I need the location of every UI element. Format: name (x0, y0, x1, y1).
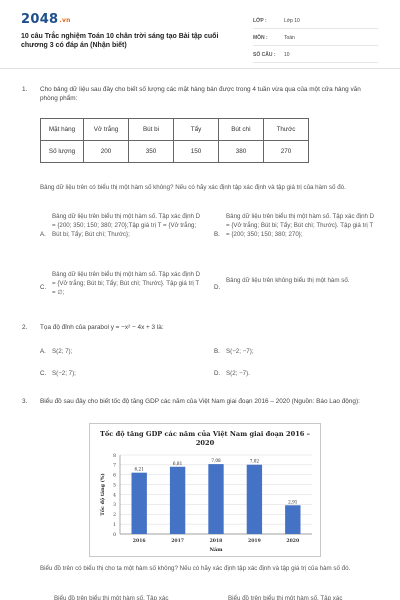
chart-svg (90, 424, 320, 556)
option-c[interactable] (40, 270, 210, 302)
data-table (40, 118, 309, 163)
logo-suffix: .vn (59, 17, 71, 24)
site-logo[interactable] (21, 12, 71, 27)
y-axis-label: Tốc độ tăng (%) (100, 473, 106, 516)
table-row (41, 141, 309, 163)
y-tick-label: 0 (113, 532, 116, 538)
table-cell: 150 (174, 141, 219, 163)
x-axis-label: Năm (209, 547, 223, 553)
x-tick-label: 2017 (171, 539, 184, 544)
meta-value: 10 (284, 52, 290, 58)
question-number: 3. (22, 398, 28, 405)
chart-title: Tốc độ tăng GDP các năm của Việt Nam giai đoạn 2016 – 2020 (100, 430, 310, 447)
option-text: S(2; 7); (52, 348, 73, 355)
option-text: Biểu đồ trên biểu thị một hàm số. Tập xác (54, 595, 169, 600)
question-text: Biểu đồ sau đây cho biết tốc độ tăng GDP các năm của Việt Nam giai đoạn 2016 – 2020 (Nguồn: Báo Lao động): (40, 398, 360, 405)
data-label: 7,02 (249, 458, 260, 464)
question-number: 2. (22, 324, 28, 331)
data-label: 6,21 (134, 466, 144, 472)
table-cell: Mặt hàng (41, 119, 84, 141)
y-tick-label: 2 (113, 513, 116, 519)
option-d[interactable] (214, 270, 384, 302)
meta-key: LỚP : (253, 18, 267, 24)
meta-value: Lớp 10 (284, 18, 300, 24)
meta-row-class (253, 14, 378, 29)
table-cell: Tẩy (174, 119, 219, 141)
data-label: 7,08 (211, 458, 221, 464)
x-tick-label: 2018 (209, 539, 223, 544)
meta-key: SỐ CÂU : (253, 52, 276, 58)
option-b[interactable] (214, 212, 384, 260)
table-cell: 380 (219, 141, 264, 163)
option-letter: C. (40, 370, 47, 377)
question-prompt: Bảng dữ liệu trên có biểu thị một hàm số không? Nếu có hãy xác định tập xác định và tập giá trị của hàm số đó. (40, 184, 346, 191)
option-letter: C. (40, 284, 47, 291)
option-text: Biểu đồ trên biểu thị một hàm số. Tập xác (228, 595, 343, 600)
data-label: 2,91 (288, 499, 298, 505)
meta-value: Toán (284, 35, 295, 41)
option-text: S(−2; −7); (226, 348, 254, 355)
meta-key: MÔN : (253, 35, 268, 41)
gdp-chart (89, 423, 321, 557)
y-tick-label: 1 (113, 522, 116, 528)
y-tick-label: 3 (113, 503, 116, 509)
option-letter: D. (214, 284, 221, 291)
y-tick-label: 5 (113, 483, 116, 489)
table-cell: Vở trắng (84, 119, 129, 141)
option-text: Bảng dữ liệu trên biểu thị một hàm số. Tập xác định D = {Vở trắng; Bút bi; Tẩy; Bút chì; Thước}. Tập giá trị T = ∅; (52, 271, 201, 297)
y-tick-label: 7 (113, 463, 116, 469)
table-cell: Thước (264, 119, 309, 141)
document-title: 10 câu Trắc nghiệm Toán 10 chân trời sáng tạo Bài tập cuối chương 3 có đáp án (Nhận biết) (21, 33, 219, 49)
option-letter: B. (214, 231, 220, 238)
option-text: S(2; −7). (226, 370, 250, 377)
table-cell: 270 (264, 141, 309, 163)
question-prompt: Biểu đồ trên có biểu thị cho ta một hàm số không? Nếu có hãy xác định tập xác định và tập giá trị của hàm số đó. (40, 565, 351, 572)
option-a[interactable] (40, 212, 210, 260)
table-cell: Bút bi (129, 119, 174, 141)
option-letter: D. (214, 370, 221, 377)
y-tick-label: 4 (113, 493, 116, 499)
table-cell: 350 (129, 141, 174, 163)
document-meta (253, 14, 378, 65)
meta-row-subject (253, 31, 378, 46)
y-tick-label: 6 (113, 473, 116, 479)
y-tick-label: 8 (113, 453, 116, 459)
page-header (0, 0, 400, 69)
table-cell: Số lượng (41, 141, 84, 163)
option-letter: A. (40, 348, 46, 355)
table-row (41, 119, 309, 141)
x-tick-label: 2019 (248, 539, 261, 544)
meta-row-count (253, 48, 378, 63)
table-cell: 200 (84, 141, 129, 163)
question-text: Tọa độ đỉnh của parabol y = −x² − 4x + 3 là: (40, 324, 164, 331)
option-text: Bảng dữ liệu trên biểu thị một hàm số. Tập xác định D = {200; 350; 150; 380; 270};Tập giá trị T = {Vở trắng; Bút bi; Tẩy; Bút chì; Thước}; (52, 213, 201, 239)
bar (247, 465, 262, 534)
bar (132, 473, 147, 534)
logo-text: 2048 (21, 12, 59, 27)
bar (285, 505, 300, 534)
question-number: 1. (22, 86, 28, 93)
data-label: 6,81 (172, 460, 183, 466)
option-text: Bảng dữ liệu trên biểu thị một hàm số. Tập xác định D = {Vở trắng; Bút bi; Tẩy; Bút chì; Thước}. Tập giá trị T = {200; 350; 150; 380; 270}; (226, 213, 375, 239)
option-letter: B. (214, 348, 220, 355)
question-text: Cho bảng dữ liệu sau đây cho biết số lượng các mặt hàng bán được trong 4 tuần vừa qua của một cửa hàng văn phòng phẩm: (40, 86, 361, 102)
x-tick-label: 2016 (132, 539, 146, 544)
bar (208, 464, 223, 534)
option-text: Bảng dữ liệu trên không biểu thị một hàm số. (226, 277, 350, 284)
option-letter: A. (40, 231, 46, 238)
table-cell: Bút chì (219, 119, 264, 141)
bar (170, 467, 185, 534)
x-tick-label: 2020 (286, 539, 300, 544)
option-text: S(−2; 7); (52, 370, 76, 377)
